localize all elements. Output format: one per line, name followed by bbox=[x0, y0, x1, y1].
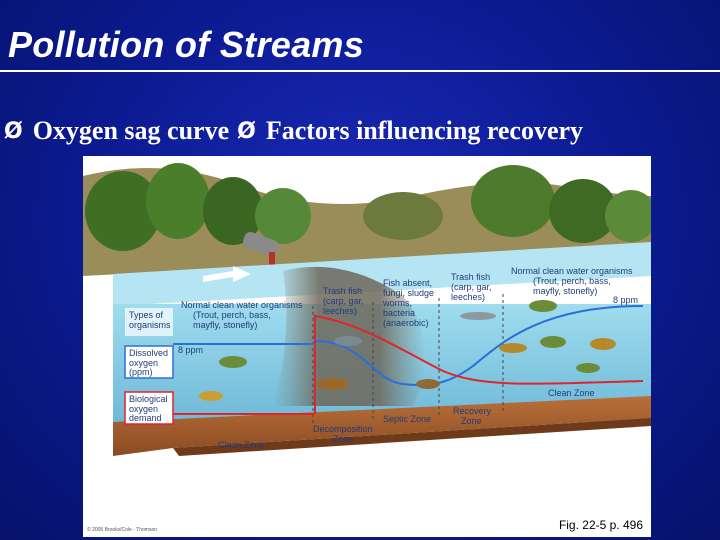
slide-title: Pollution of Streams bbox=[8, 24, 365, 65]
svg-text:Biological: Biological bbox=[129, 394, 168, 404]
bullet-row bbox=[4, 113, 583, 149]
svg-text:organisms: organisms bbox=[129, 320, 171, 330]
svg-text:worms,: worms, bbox=[383, 298, 412, 308]
svg-text:(carp, gar,: (carp, gar, bbox=[451, 282, 492, 292]
svg-text:Zone: Zone bbox=[333, 434, 354, 444]
svg-text:leeches): leeches) bbox=[451, 292, 486, 302]
stream-illustration bbox=[83, 156, 651, 537]
svg-text:Zone: Zone bbox=[461, 416, 482, 426]
svg-text:oxygen: oxygen bbox=[129, 404, 159, 414]
legend bbox=[125, 308, 173, 424]
svg-text:(anaerobic): (anaerobic) bbox=[383, 318, 429, 328]
svg-text:bacteria: bacteria bbox=[383, 308, 416, 318]
svg-text:Decomposition: Decomposition bbox=[313, 424, 373, 434]
ppm-label-right: 8 ppm bbox=[613, 295, 639, 305]
figure-caption: Fig. 22-5 p. 496 bbox=[558, 518, 643, 532]
svg-text:demand: demand bbox=[129, 413, 162, 423]
figure-copyright: © 2005 Brooks/Cole - Thomson bbox=[87, 527, 158, 533]
svg-text:mayfly, stonefly): mayfly, stonefly) bbox=[533, 286, 598, 296]
svg-text:Normal clean water organisms: Normal clean water organisms bbox=[511, 266, 633, 276]
svg-text:Recovery: Recovery bbox=[453, 406, 492, 416]
svg-text:mayfly, stonefly): mayfly, stonefly) bbox=[193, 320, 258, 330]
svg-text:Septic Zone: Septic Zone bbox=[383, 414, 432, 424]
bullet-factors-recovery: Factors influencing recovery bbox=[265, 116, 584, 145]
bullet-arrow-icon: Ø bbox=[4, 118, 23, 144]
svg-text:Types of: Types of bbox=[129, 310, 164, 320]
ppm-label-left: 8 ppm bbox=[178, 345, 204, 355]
svg-text:Fish absent,: Fish absent, bbox=[383, 278, 433, 288]
svg-text:oxygen: oxygen bbox=[129, 358, 159, 368]
svg-text:Trash fish: Trash fish bbox=[451, 272, 491, 282]
svg-text:fungi, sludge: fungi, sludge bbox=[383, 288, 435, 298]
svg-text:Clean Zone: Clean Zone bbox=[218, 440, 265, 450]
bullet-oxygen-sag-curve: Oxygen sag curve bbox=[32, 116, 230, 145]
svg-text:(ppm): (ppm) bbox=[129, 367, 153, 377]
svg-text:(carp, gar,: (carp, gar, bbox=[323, 296, 364, 306]
svg-text:Trash fish: Trash fish bbox=[323, 286, 363, 296]
title-divider bbox=[0, 70, 720, 72]
svg-text:leeches): leeches) bbox=[323, 306, 358, 316]
svg-text:(Trout, perch, bass,: (Trout, perch, bass, bbox=[533, 276, 611, 286]
svg-text:Clean Zone: Clean Zone bbox=[548, 388, 595, 398]
bullet-arrow-icon: Ø bbox=[237, 118, 256, 144]
oxygen-sag-figure bbox=[83, 156, 651, 537]
svg-text:Normal clean water organisms: Normal clean water organisms bbox=[181, 300, 303, 310]
svg-text:(Trout, perch, bass,: (Trout, perch, bass, bbox=[193, 310, 271, 320]
svg-text:Dissolved: Dissolved bbox=[129, 348, 169, 358]
